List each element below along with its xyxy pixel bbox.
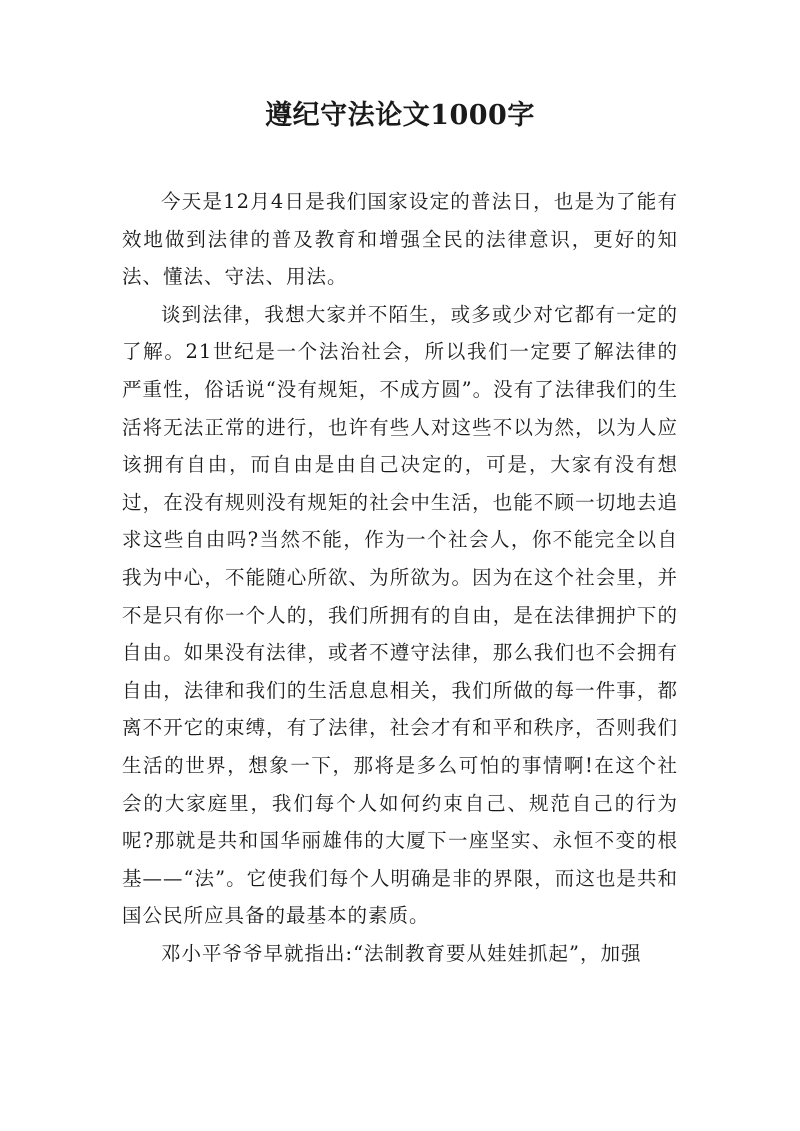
paragraph-1: 今天是12月4日是我们国家设定的普法日，也是为了能有效地做到法律的普及教育和增强全民的法律意识，更好的知法、懂法、守法、用法。 [122,190,678,289]
document-title: 遵纪守法论文1000字 [265,100,535,131]
paragraph-3: 邓小平爷爷早就指出:“法制教育要从娃娃抓起”，加强 [161,941,642,965]
paragraph-2: 谈到法律，我想大家并不陌生，或多或少对它都有一定的了解。21世纪是一个法治社会，所以我们一定要了解法律的严重性，俗话说“没有规矩，不成方圆”。没有了法律我们的生活将无法正常的进行，也许有些人对这些不以为然，以为人应该拥有自由，而自由是由自己决定的，可是，大家有没有想过，在没有规则没有规矩的社会中生活，也能不顾一切地去追求这些自由吗?当然不能，作为一个社会人，你不能完全以自我为中心，不能随心所欲、为所欲为。因为在这个社会里，并不是只有你一个人的，我们所拥有的自由，是在法律拥护下的自由。如果没有法律，或者不遵守法律，那么我们也不会拥有自由，法律和我们的生活息息相关，我们所做的每一件事，都离不开它的束缚，有了法律，社会才有和平和秩序，否则我们生活的世界，想象一下，那将是多么可怕的事情啊!在这个社会的大家庭里，我们每个人如何约束自己、规范自己的行为呢?那就是共和国华丽雄伟的大厦下一座坚实、永恒不变的根基——“法”。它使我们每个人明确是非的界限，而这也是共和国公民所应具备的最基本的素质。 [122,302,678,928]
document-body [122,183,678,972]
